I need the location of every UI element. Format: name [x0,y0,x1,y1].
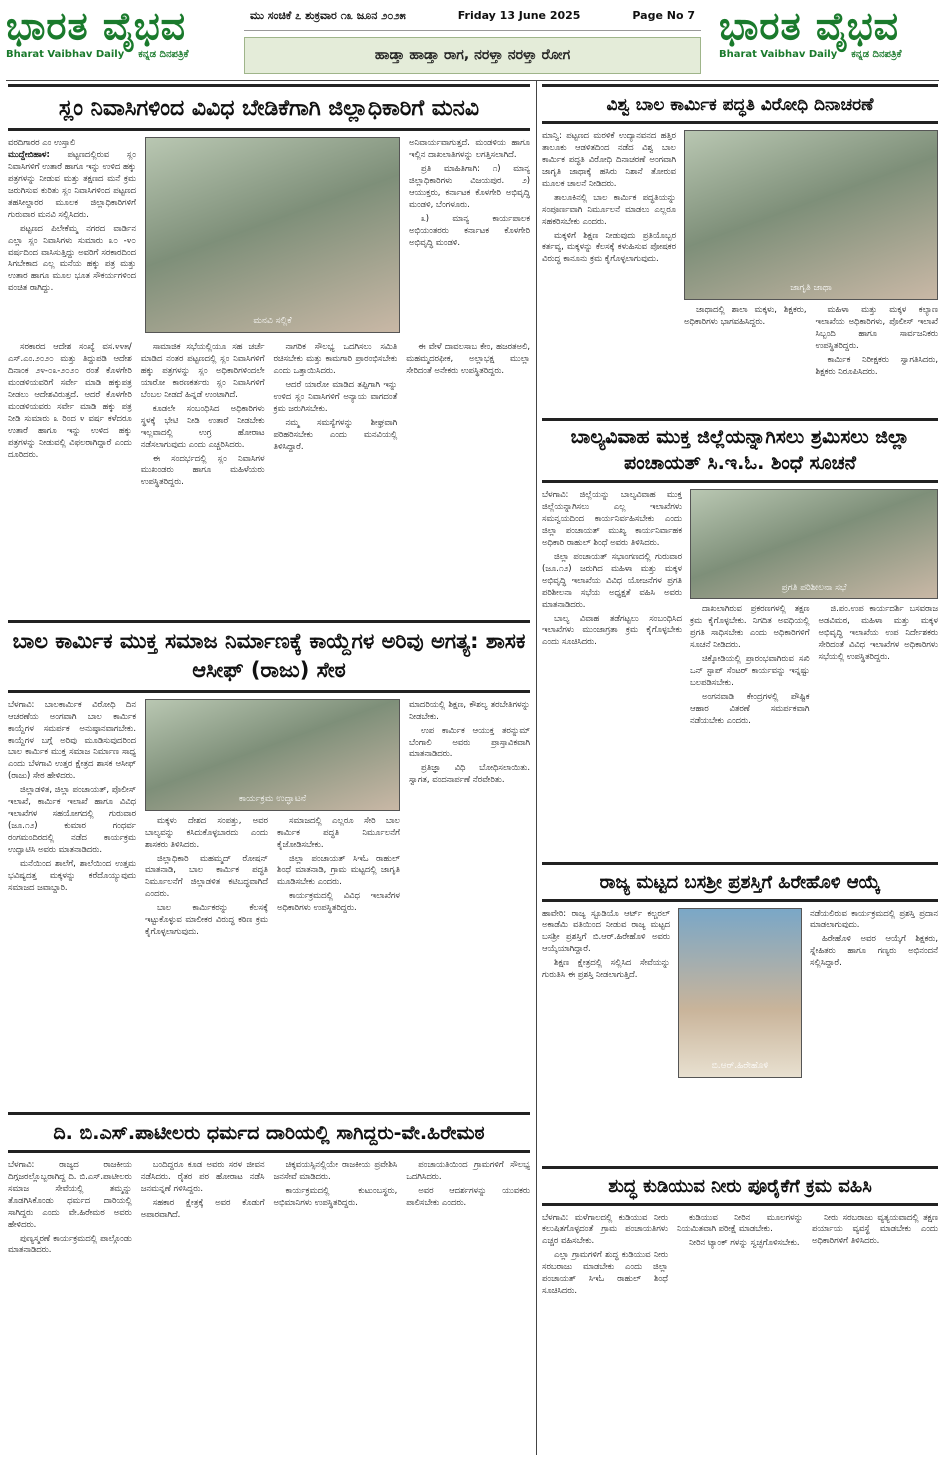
headline: ಬಾಲ್ಯವಿವಾಹ ಮುಕ್ತ ಜಿಲ್ಲೆಯನ್ನಾಗಿಸಲು ಶ್ರಮಿಸಲು ಜಿಲ್ಲಾ ಪಂಚಾಯತ್ ಸಿ.ಇ.ಓ. ಶಿಂಧೆ ಸೂಚನೆ [542,418,938,483]
tagline-banner: ಹಾಡ್ತಾ ಹಾಡ್ತಾ ರಾಗ, ನರಳ್ತಾ ನರಳ್ತಾ ರೋಗ [244,37,701,75]
article-slum: ಸ್ಲಂ ನಿವಾಸಿಗಳಿಂದ ವಿವಿಧ ಬೇಡಿಕೆಗಾಗಿ ಜಿಲ್ಲಾಧಿಕಾರಿಗೆ ಮನವಿ ವರದಿಗಾರರ ಎಂ ಉಸ್ತಾಲಿ ಮುದ್ದೇಬಿಹಾಳ: ಪಟ್ಟಣದಲ್ಲಿರುವ ಸ್ಲಂ ನಿವಾಸಿಗಳಿಗೆ ಉತಾರೆ ಹಾಗೂ ಇನ್ನು ಉಳಿದ ಹಕ್ಕು ಪತ್ರಗಳನ್ನು ನೀಡುವ ಮತ್ತು ತಕ್ಷಣದ ಮನೆ ಕ್ರಮ ಜರುಗಿಸುವ ಕುರಿತು ಸ್ಲಂ ನಿವಾಸಿಗಳಿಂದ ಪಟ್ಟಣದ ತಹಸೀಲ್ದಾರರ ಮೂಲಕ ಜಿಲ್ಲಾಧಿಕಾರಿಗಳಿಗೆ ಗುರುವಾರ ಮನವಿ ಸಲ್ಲಿಸಿದರು. ಪಟ್ಟಣದ ಪಿಲೇಕೆಮ್ಮ ನಗರದ ವಾರ್ಡಿನ ಎಲ್ಲಾ ಸ್ಲಂ ನಿವಾಸಿಗಳು ಸುಮಾರು ೩೦ -೪೦ ವರ್ಷದಿಂದ ವಾಸಿಸುತ್ತಿದ್ದು ಅವರಿಗೆ ಸರಕಾರದಿಂದ ಸಿಗಬೇಕಾದ ಎಲ್ಲ ಮನೆಯ ಹಕ್ಕು ಪತ್ರ ಮತ್ತು ಉತಾರ ಹಾಗೂ ಮೂಲ ಭೂತ ಸೌಕರ್ಯಗಳಿಂದ ವಂಚಿತ ರಾಗಿದ್ದು. ಮನವಿ ಸಲ್ಲಿಕೆ ಅನಿವಾರ್ಯವಾಗುತ್ತದೆ. ಮಂಡಳಿಯ ಹಾಗೂ ಇಲ್ಲಿನ ದಾಖಲಾತಿಗಳನ್ನು ಲಗತ್ತಿಸಲಾಗಿದೆ. ಪ್ರತಿ ಮಾಹಿತಿಗಾಗಿ: ೧) ಮಾನ್ಯ ಜಿಲ್ಲಾಧಿಕಾರಿಗಳು ವಿಜಯಪುರ. ೨) ಆಯುಕ್ತರು, ಕರ್ನಾಟಕ ಕೊಳಗೇರಿ ಅಭಿವೃದ್ಧಿ ಮಂಡಳಿ, ಬೆಂಗಳೂರು. ೩) ಮಾನ್ಯ ಕಾರ್ಯಪಾಲಕ ಅಭಿಯಂತರರು ಕರ್ನಾಟಕ ಕೊಳಗೇರಿ ಅಭಿವೃದ್ಧಿ ಮಂಡಳಿ. ಸರಕಾರದ ಆದೇಶ ಸಂಖ್ಯೆ ವಸ.೪೪೫/ಎಸ್.ಎಂ.೨೦೨೦ ಮತ್ತು ತಿದ್ದುಪಡಿ ಆದೇಶ ದಿನಾಂಕ ೨೪-೦೩-೨೦೨೦ ರಂತೆ ಕೊಳಗೇರಿ ಮಂಡಳಿಯವರಿಗೆ ಸರ್ವೇ ಮಾಡಿ ಹಕ್ಕುಪತ್ರ ನೀಡಲು ಆದೇಶವಿರುತ್ತದೆ. ಆದರೆ ಕೊಳಗೇರಿ ಮಂಡಳಿಯವರು ಸರ್ವೇ ಮಾಡಿ ಹಕ್ಕು ಪತ್ರ ನೀಡಿ ಸುಮಾರು ೩ ರಿಂದ ೪ ವರ್ಷ ಕಳೆದರೂ ಉತಾರೆ ಹಾಗೂ ಇನ್ನು ಉಳಿದ ಹಕ್ಕು ಪತ್ರಗಳನ್ನು ನೀಡುವಲ್ಲಿ ವಿಫಲರಾಗಿದ್ದಾರೆ ಎಂದು ದೂರಿದರು. ಸಾಮಾಜಿಕ ಸಭೆಯಲ್ಲಿಯೂ ಸಹ ಚರ್ಚೆ ಮಾಡಿದ ನಂತರ ಪಟ್ಟಣದಲ್ಲಿ ಸ್ಲಂ ನಿವಾಸಿಗಳಿಗೆ ಹಕ್ಕು ಪತ್ರಗಳನ್ನು ಸ್ಲಂ ಅಧಿಕಾರಿಗಳಿಂದಲೇ ಯಾರೋ ಕಾರಣಕರ್ತರು ಸ್ಲಂ ನಿವಾಸಿಗಳಿಗೆ ಬೆಂಬಲ ನೀಡದೆ ಹಿನ್ನಡೆ ಉಂಟಾಗಿದೆ. ಕೂಡಲೇ ಸಂಬಂಧಿಸಿದ ಅಧಿಕಾರಿಗಳು ಸ್ಥಳಕ್ಕೆ ಭೇಟಿ ನೀಡಿ ಉತಾರೆ ನೀಡಬೇಕು ಇಲ್ಲವಾದಲ್ಲಿ ಉಗ್ರ ಹೋರಾಟ ನಡೆಸಲಾಗುವುದು ಎಂದು ಎಚ್ಚರಿಸಿದರು. ಈ ಸಂದರ್ಭದಲ್ಲಿ ಸ್ಲಂ ನಿವಾಸಿಗಳ ಮುಖಂಡರು ಹಾಗೂ ಮಹಿಳೆಯರು ಉಪಸ್ಥಿತರಿದ್ದರು. ನಾಗರಿಕ ಸೌಲಭ್ಯ ಒದಗಿಸಲು ಸಮಿತಿ ರಚಿಸಬೇಕು ಮತ್ತು ಕಾಮಗಾರಿ ಪ್ರಾರಂಭಿಸಬೇಕು ಎಂದು ಒತ್ತಾಯಿಸಿದರು. ಆದರೆ ಯಾರೋ ಮಾಡಿದ ತಪ್ಪಿಗಾಗಿ ಇನ್ನು ಉಳಿದ ಸ್ಲಂ ನಿವಾಸಿಗಳಿಗೆ ಅನ್ಯಾಯ ವಾಗದಂತೆ ಕ್ರಮ ಜರುಗಿಸಬೇಕು. ನಮ್ಮ ಸಮಸ್ಯೆಗಳನ್ನು ಶೀಘ್ರವಾಗಿ ಪರಿಹರಿಸಬೇಕು ಎಂದು ಮನವಿಯಲ್ಲಿ ತಿಳಿಸಿದ್ದಾರೆ. ಈ ವೇಳೆ ದಾವಲಸಾಬ ಕೇಂ, ಹಜರತಅಲಿ, ಮಹಮ್ಮದರಫೀಕ, ಅಲ್ಲಾಭಕ್ಷ ಮುಲ್ಲಾ ಸೇರಿದಂತೆ ಅನೇಕರು ಉಪಸ್ಥಿತರಿದ್ದರು. [8,84,530,616]
article-patil: ದಿ. ಬಿ.ಎಸ್.ಪಾಟೀಲರು ಧರ್ಮದ ದಾರಿಯಲ್ಲಿ ಸಾಗಿದ್ದರು-ವೇ.ಹಿರೇಮಠ ಬೆಳಗಾವಿ: ರಾಜ್ಯದ ರಾಜಕೀಯ ದಿಗ್ಗಜರಲ್ಲೊಬ್ಬರಾಗಿದ್ದ ದಿ. ಬಿ.ಎಸ್.ಪಾಟೀಲರು ಸಮಾಜ ಸೇವೆಯಲ್ಲಿ ತಮ್ಮನ್ನು ತೊಡಗಿಸಿಕೊಂಡು ಧರ್ಮದ ದಾರಿಯಲ್ಲಿ ಸಾಗಿದ್ದರು ಎಂದು ವೇ.ಹಿರೇಮಠ ಅವರು ಹೇಳಿದರು. ಪುಣ್ಯಸ್ಮರಣೆ ಕಾರ್ಯಕ್ರಮದಲ್ಲಿ ಪಾಲ್ಗೊಂಡು ಮಾತನಾಡಿದರು. ಬಂದಿದ್ದರೂ ಕೂಡ ಅವರು ಸರಳ ಜೀವನ ನಡೆಸಿದರು. ರೈತರ ಪರ ಹೋರಾಟ ನಡೆಸಿ ಜನಮನ್ನಣೆ ಗಳಿಸಿದ್ದರು. ಸಹಕಾರ ಕ್ಷೇತ್ರಕ್ಕೆ ಅವರ ಕೊಡುಗೆ ಅಪಾರವಾಗಿದೆ. ಚಿಕ್ಕವಯಸ್ಸಿನಲ್ಲಿಯೇ ರಾಜಕೀಯ ಪ್ರವೇಶಿಸಿ ಜನಸೇವೆ ಮಾಡಿದರು. ಕಾರ್ಯಕ್ರಮದಲ್ಲಿ ಕುಟುಂಬಸ್ಥರು, ಅಭಿಮಾನಿಗಳು ಉಪಸ್ಥಿತರಿದ್ದರು. ಪಂಚಾಯತಿಯಿಂದ ಗ್ರಾಮಗಳಿಗೆ ಸೌಲಭ್ಯ ಒದಗಿಸಿದರು. ಅವರ ಆದರ್ಶಗಳನ್ನು ಯುವಕರು ಪಾಲಿಸಬೇಕು ಎಂದರು. [8,1112,530,1455]
article-water: ಶುದ್ಧ ಕುಡಿಯುವ ನೀರು ಪೂರೈಕೆಗೆ ಕ್ರಮ ವಹಿಸಿ ಬೆಳಗಾವಿ: ಮಳೆಗಾಲದಲ್ಲಿ ಕುಡಿಯುವ ನೀರು ಕಲುಷಿತಗೊಳ್ಳದಂತೆ ಗ್ರಾಮ ಪಂಚಾಯತಿಗಳು ಎಚ್ಚರ ವಹಿಸಬೇಕು. ಎಲ್ಲಾ ಗ್ರಾಮಗಳಿಗೆ ಶುದ್ಧ ಕುಡಿಯುವ ನೀರು ಸರಬರಾಜು ಮಾಡಬೇಕು ಎಂದು ಜಿಲ್ಲಾ ಪಂಚಾಯತ್ ಸಿಇಓ ರಾಹುಲ್ ಶಿಂಧೆ ಸೂಚಿಸಿದರು. ಕುಡಿಯುವ ನೀರಿನ ಮೂಲಗಳನ್ನು ನಿಯಮಿತವಾಗಿ ಪರೀಕ್ಷೆ ಮಾಡಬೇಕು. ನೀರಿನ ಟ್ಯಾಂಕ್ ಗಳನ್ನು ಸ್ವಚ್ಛಗೊಳಿಸಬೇಕು. ನೀರು ಸರಬರಾಜು ವ್ಯತ್ಯಯವಾದಲ್ಲಿ ತಕ್ಷಣ ಪರ್ಯಾಯ ವ್ಯವಸ್ಥೆ ಮಾಡಬೇಕು ಎಂದು ಅಧಿಕಾರಿಗಳಿಗೆ ತಿಳಿಸಿದರು. [542,1166,938,1455]
masthead [6,4,939,80]
page-number: Page No 7 [632,9,695,22]
headline: ಶುದ್ಧ ಕುಡಿಯುವ ನೀರು ಪೂರೈಕೆಗೆ ಕ್ರಮ ವಹಿಸಿ [542,1166,938,1206]
news-photo: ಪ್ರಗತಿ ಪರಿಶೀಲನಾ ಸಭೆ [690,489,938,599]
article-childlabour-day: ವಿಶ್ವ ಬಾಲ ಕಾರ್ಮಿಕ ಪದ್ಧತಿ ವಿರೋಧಿ ದಿನಾಚರಣೆ ಮಾನ್ವಿ: ಪಟ್ಟಣದ ಮರಳಿಕೆ ಉದ್ಯಾನವನದ ಹತ್ತಿರ ತಾಲೂಕು ಆಡಳಿತದಿಂದ ನಡೆದ ವಿಶ್ವ ಬಾಲ ಕಾರ್ಮಿಕ ಪದ್ಧತಿ ವಿರೋಧಿ ದಿನಾಚರಣೆ ಅಂಗವಾಗಿ ಜಾಗೃತಿ ಜಾಥಾಕ್ಕೆ ಹಸಿರು ನಿಶಾನೆ ತೋರುವ ಮೂಲಕ ಚಾಲನೆ ನೀಡಿದರು. ತಾಲೂಕಿನಲ್ಲಿ ಬಾಲ ಕಾರ್ಮಿಕ ಪದ್ಧತಿಯನ್ನು ಸಂಪೂರ್ಣವಾಗಿ ನಿರ್ಮೂಲನೆ ಮಾಡಲು ಎಲ್ಲರೂ ಸಹಕರಿಸಬೇಕು ಎಂದರು. ಮಕ್ಕಳಿಗೆ ಶಿಕ್ಷಣ ನೀಡುವುದು ಪ್ರತಿಯೊಬ್ಬರ ಕರ್ತವ್ಯ, ಮಕ್ಕಳನ್ನು ಕೆಲಸಕ್ಕೆ ಕಳುಹಿಸುವ ಪೋಷಕರ ವಿರುದ್ಧ ಕಾನೂನು ಕ್ರಮ ಕೈಗೊಳ್ಳಲಾಗುವುದು. ಜಾಗೃತಿ ಜಾಥಾ ಜಾಥಾದಲ್ಲಿ ಶಾಲಾ ಮಕ್ಕಳು, ಶಿಕ್ಷಕರು, ಅಧಿಕಾರಿಗಳು ಭಾಗವಹಿಸಿದ್ದರು. ಮಹಿಳಾ ಮತ್ತು ಮಕ್ಕಳ ಕಲ್ಯಾಣ ಇಲಾಖೆಯ ಅಧಿಕಾರಿಗಳು, ಪೊಲೀಸ್ ಇಲಾಖೆ ಸಿಬ್ಬಂದಿ ಹಾಗೂ ಸಾರ್ವಜನಿಕರು ಉಪಸ್ಥಿತರಿದ್ದರು. ಕಾರ್ಮಿಕ ನಿರೀಕ್ಷಕರು ಸ್ವಾಗತಿಸಿದರು, ಶಿಕ್ಷಕರು ನಿರೂಪಿಸಿದರು. [542,84,938,414]
dateline: ವರದಿಗಾರರ ಎಂ ಉಸ್ತಾಲಿ [8,137,76,148]
news-photo: ಕಾರ್ಯಕ್ರಮ ಉದ್ಘಾಟನೆ [145,699,400,811]
article-asif-sait: ಬಾಲ ಕಾರ್ಮಿಕ ಮುಕ್ತ ಸಮಾಜ ನಿರ್ಮಾಣಕ್ಕೆ ಕಾಯ್ದೆಗಳ ಅರಿವು ಅಗತ್ಯ: ಶಾಸಕ ಆಸೀಫ್ (ರಾಜು) ಸೇಠ ಬೆಳಗಾವಿ: ಬಾಲಕಾರ್ಮಿಕ ವಿರೋಧಿ ದಿನ ಆಚರಣೆಯ ಅಂಗವಾಗಿ ಬಾಲ ಕಾರ್ಮಿಕ ಕಾಯ್ದೆಗಳ ಸಮರ್ಪಕ ಅನುಷ್ಠಾನವಾಗಬೇಕು. ಕಾಯ್ದೆಗಳ ಬಗ್ಗೆ ಅರಿವು ಮೂಡಿಸುವುದರಿಂದ ಬಾಲ ಕಾರ್ಮಿಕ ಮುಕ್ತ ಸಮಾಜ ನಿರ್ಮಾಣ ಸಾಧ್ಯ ಎಂದು ಬೆಳಗಾವಿ ಉತ್ತರ ಕ್ಷೇತ್ರದ ಶಾಸಕ ಆಸೀಫ್ (ರಾಜು) ಸೇಠ ಹೇಳಿದರು. ಜಿಲ್ಲಾಡಳಿತ, ಜಿಲ್ಲಾ ಪಂಚಾಯತ್, ಪೊಲೀಸ್ ಇಲಾಖೆ, ಕಾರ್ಮಿಕ ಇಲಾಖೆ ಹಾಗೂ ವಿವಿಧ ಇಲಾಖೆಗಳ ಸಹಯೋಗದಲ್ಲಿ ಗುರುವಾರ (ಜೂ.೧೨) ಕುಮಾರ ಗಂಧರ್ವ ರಂಗಮಂದಿರದಲ್ಲಿ ನಡೆದ ಕಾರ್ಯಕ್ರಮ ಉದ್ಘಾಟಿಸಿ ಅವರು ಮಾತನಾಡಿದರು. ಮನೆಯಿಂದ ಶಾಲೆಗೆ, ಶಾಲೆಯಿಂದ ಉತ್ತಮ ಭವಿಷ್ಯದತ್ತ ಮಕ್ಕಳನ್ನು ಕರೆದೊಯ್ಯುವುದು ಸಮಾಜದ ಜವಾಬ್ದಾರಿ. ಕಾರ್ಯಕ್ರಮ ಉದ್ಘಾಟನೆ ಮಕ್ಕಳು ದೇಶದ ಸಂಪತ್ತು, ಅವರ ಬಾಲ್ಯವನ್ನು ಕಸಿದುಕೊಳ್ಳಬಾರದು ಎಂದು ಶಾಸಕರು ತಿಳಿಸಿದರು. ಜಿಲ್ಲಾಧಿಕಾರಿ ಮಹಮ್ಮದ್ ರೋಷನ್ ಮಾತನಾಡಿ, ಬಾಲ ಕಾರ್ಮಿಕ ಪದ್ಧತಿ ನಿರ್ಮೂಲನೆಗೆ ಜಿಲ್ಲಾಡಳಿತ ಕಟಿಬದ್ಧವಾಗಿದೆ ಎಂದರು. ಬಾಲ ಕಾರ್ಮಿಕರನ್ನು ಕೆಲಸಕ್ಕೆ ಇಟ್ಟುಕೊಳ್ಳುವ ಮಾಲೀಕರ ವಿರುದ್ಧ ಕಠಿಣ ಕ್ರಮ ಕೈಗೊಳ್ಳಲಾಗುವುದು. ಸಮಾಜದಲ್ಲಿ ಎಲ್ಲರೂ ಸೇರಿ ಬಾಲ ಕಾರ್ಮಿಕ ಪದ್ಧತಿ ನಿರ್ಮೂಲನೆಗೆ ಕೈಜೋಡಿಸಬೇಕು. ಜಿಲ್ಲಾ ಪಂಚಾಯತ್ ಸಿಇಓ ರಾಹುಲ್ ಶಿಂಧೆ ಮಾತನಾಡಿ, ಗ್ರಾಮ ಮಟ್ಟದಲ್ಲಿ ಜಾಗೃತಿ ಮೂಡಿಸಬೇಕು ಎಂದರು. ಕಾರ್ಯಕ್ರಮದಲ್ಲಿ ವಿವಿಧ ಇಲಾಖೆಗಳ ಅಧಿಕಾರಿಗಳು ಉಪಸ್ಥಿತರಿದ್ದರು. ಮಾದರಿಯಲ್ಲಿ ಶಿಕ್ಷಣ, ಕೌಶಲ್ಯ ತರಬೇತಿಗಳನ್ನು ನೀಡಬೇಕು. ಉಪ ಕಾರ್ಮಿಕ ಆಯುಕ್ತ ತರನ್ನುಮ್ ಬೆಂಗಾಲಿ ಅವರು ಪ್ರಾಸ್ತಾವಿಕವಾಗಿ ಮಾತನಾಡಿದರು. ಪ್ರತಿಜ್ಞಾ ವಿಧಿ ಬೋಧಿಸಲಾಯಿತು. ಸ್ವಾಗತ, ವಂದನಾರ್ಪಣೆ ನೆರವೇರಿತು. [8,620,530,1108]
title-english: Bharat Vaibhav Daily [719,49,838,60]
headline: ದಿ. ಬಿ.ಎಸ್.ಪಾಟೀಲರು ಧರ್ಮದ ದಾರಿಯಲ್ಲಿ ಸಾಗಿದ್ದರು-ವೇ.ಹಿರೇಮಠ [8,1112,530,1153]
news-photo: ಮನವಿ ಸಲ್ಲಿಕೆ [145,137,400,333]
title-kannada-sub: ಕನ್ನಡ ದಿನಪತ್ರಿಕೆ [138,49,189,60]
masthead-center [244,4,701,74]
newspaper-title: ಭಾರತ ವೈಭವ [6,3,187,48]
divider [6,80,939,81]
news-photo: ಜಾಗೃತಿ ಜಾಥಾ [684,130,938,300]
title-kannada-sub: ಕನ್ನಡ ದಿನಪತ್ರಿಕೆ [851,49,902,60]
masthead-logo-right [719,4,939,76]
headline: ರಾಜ್ಯ ಮಟ್ಟದ ಬಸಶ್ರೀ ಪ್ರಶಸ್ತಿಗೆ ಹಿರೇಹೊಳಿ ಆಯ್ಕೆ [542,862,938,902]
place: ಮುದ್ದೇಬಿಹಾಳ: [8,149,50,160]
column-divider [536,80,537,1455]
masthead-logo-left [6,4,226,76]
title-english: Bharat Vaibhav Daily [6,49,125,60]
portrait-photo: ಬಿ.ಆರ್.ಹಿರೇಹೊಳಿ [678,908,802,1078]
article-award: ರಾಜ್ಯ ಮಟ್ಟದ ಬಸಶ್ರೀ ಪ್ರಶಸ್ತಿಗೆ ಹಿರೇಹೊಳಿ ಆಯ್ಕೆ ಹಾವೇರಿ: ರಾಜ್ಯ ಸ್ಟೂಡಿಯೊ ಆರ್ಟ್ ಕಲ್ಚರಲ್ ಅಕಾಡೆಮಿ ವತಿಯಿಂದ ನೀಡುವ ರಾಜ್ಯ ಮಟ್ಟದ ಬಸಶ್ರೀ ಪ್ರಶಸ್ತಿಗೆ ಬಿ.ಆರ್.ಹಿರೇಹೊಳಿ ಅವರು ಆಯ್ಕೆಯಾಗಿದ್ದಾರೆ. ಶಿಕ್ಷಣ ಕ್ಷೇತ್ರದಲ್ಲಿ ಸಲ್ಲಿಸಿದ ಸೇವೆಯನ್ನು ಗುರುತಿಸಿ ಈ ಪ್ರಶಸ್ತಿ ನೀಡಲಾಗುತ್ತಿದೆ. ಬಿ.ಆರ್.ಹಿರೇಹೊಳಿ ನಡೆಯಲಿರುವ ಕಾರ್ಯಕ್ರಮದಲ್ಲಿ ಪ್ರಶಸ್ತಿ ಪ್ರದಾನ ಮಾಡಲಾಗುವುದು. ಹಿರೇಹೊಳಿ ಅವರ ಆಯ್ಕೆಗೆ ಶಿಕ್ಷಕರು, ಸ್ನೇಹಿತರು ಹಾಗೂ ಗಣ್ಯರು ಅಭಿನಂದನೆ ಸಲ್ಲಿಸಿದ್ದಾರೆ. [542,862,938,1162]
issue-kannada: ಮು ಸಂಚಿಕೆ ೭ ಶುಕ್ರವಾರ ೧೩ ಜೂನ ೨೦೨೫ [250,9,406,22]
article-child-marriage: ಬಾಲ್ಯವಿವಾಹ ಮುಕ್ತ ಜಿಲ್ಲೆಯನ್ನಾಗಿಸಲು ಶ್ರಮಿಸಲು ಜಿಲ್ಲಾ ಪಂಚಾಯತ್ ಸಿ.ಇ.ಓ. ಶಿಂಧೆ ಸೂಚನೆ ಬೆಳಗಾವಿ: ಜಿಲ್ಲೆಯನ್ನು ಬಾಲ್ಯವಿವಾಹ ಮುಕ್ತ ಜಿಲ್ಲೆಯನ್ನಾಗಿಸಲು ಎಲ್ಲ ಇಲಾಖೆಗಳು ಸಮನ್ವಯದಿಂದ ಕಾರ್ಯನಿರ್ವಹಿಸಬೇಕು ಎಂದು ಜಿಲ್ಲಾ ಪಂಚಾಯತ್ ಮುಖ್ಯ ಕಾರ್ಯನಿರ್ವಾಹಕ ಅಧಿಕಾರಿ ರಾಹುಲ್ ಶಿಂಧೆ ಅವರು ತಿಳಿಸಿದರು. ಜಿಲ್ಲಾ ಪಂಚಾಯತ್ ಸಭಾಂಗಣದಲ್ಲಿ ಗುರುವಾರ (ಜೂ.೧೨) ಜರುಗಿದ ಮಹಿಳಾ ಮತ್ತು ಮಕ್ಕಳ ಅಭಿವೃದ್ಧಿ ಇಲಾಖೆಯ ವಿವಿಧ ಯೋಜನೆಗಳ ಪ್ರಗತಿ ಪರಿಶೀಲನಾ ಸಭೆಯ ಅಧ್ಯಕ್ಷತೆ ವಹಿಸಿ ಅವರು ಮಾತನಾಡಿದರು. ಬಾಲ್ಯ ವಿವಾಹ ತಡೆಗಟ್ಟಲು ಸಂಬಂಧಿಸಿದ ಇಲಾಖೆಗಳು ಮುಂಜಾಗ್ರತಾ ಕ್ರಮ ಕೈಗೊಳ್ಳಬೇಕು ಎಂದು ಸೂಚಿಸಿದರು. ಪ್ರಗತಿ ಪರಿಶೀಲನಾ ಸಭೆ ದಾಖಲಾಗಿರುವ ಪ್ರಕರಣಗಳಲ್ಲಿ ತಕ್ಷಣ ಕ್ರಮ ಕೈಗೊಳ್ಳಬೇಕು. ನಿಗದಿತ ಅವಧಿಯಲ್ಲಿ ಪ್ರಗತಿ ಸಾಧಿಸಬೇಕು ಎಂದು ಅಧಿಕಾರಿಗಳಿಗೆ ಸೂಚನೆ ನೀಡಿದರು. ಚಿಕ್ಕೋಡಿಯಲ್ಲಿ ಪ್ರಾರಂಭವಾಗಿರುವ ಸಖಿ ಒನ್ ಸ್ಟಾಪ್ ಸೆಂಟರ್ ಕಾರ್ಯವನ್ನು ಇನ್ನಷ್ಟು ಬಲಪಡಿಸಬೇಕು. ಅಂಗನವಾಡಿ ಕೇಂದ್ರಗಳಲ್ಲಿ ಪೌಷ್ಟಿಕ ಆಹಾರ ವಿತರಣೆ ಸಮರ್ಪಕವಾಗಿ ನಡೆಯಬೇಕು ಎಂದರು. ಜಿ.ಪಂ.ಉಪ ಕಾರ್ಯದರ್ಶಿ ಬಸವರಾಜ ಅಡವಿಮಠ, ಮಹಿಳಾ ಮತ್ತು ಮಕ್ಕಳ ಅಭಿವೃದ್ಧಿ ಇಲಾಖೆಯ ಉಪ ನಿರ್ದೇಶಕರು ಸೇರಿದಂತೆ ವಿವಿಧ ಇಲಾಖೆಗಳ ಅಧಿಕಾರಿಗಳು ಸಭೆಯಲ್ಲಿ ಉಪಸ್ಥಿತರಿದ್ದರು. [542,418,938,858]
headline: ಬಾಲ ಕಾರ್ಮಿಕ ಮುಕ್ತ ಸಮಾಜ ನಿರ್ಮಾಣಕ್ಕೆ ಕಾಯ್ದೆಗಳ ಅರಿವು ಅಗತ್ಯ: ಶಾಸಕ ಆಸೀಫ್ (ರಾಜು) ಸೇಠ [8,620,530,693]
issue-date: Friday 13 June 2025 [457,9,581,22]
headline: ವಿಶ್ವ ಬಾಲ ಕಾರ್ಮಿಕ ಪದ್ಧತಿ ವಿರೋಧಿ ದಿನಾಚರಣೆ [542,84,938,124]
newspaper-title: ಭಾರತ ವೈಭವ [719,3,900,48]
headline: ಸ್ಲಂ ನಿವಾಸಿಗಳಿಂದ ವಿವಿಧ ಬೇಡಿಕೆಗಾಗಿ ಜಿಲ್ಲಾಧಿಕಾರಿಗೆ ಮನವಿ [8,84,530,131]
